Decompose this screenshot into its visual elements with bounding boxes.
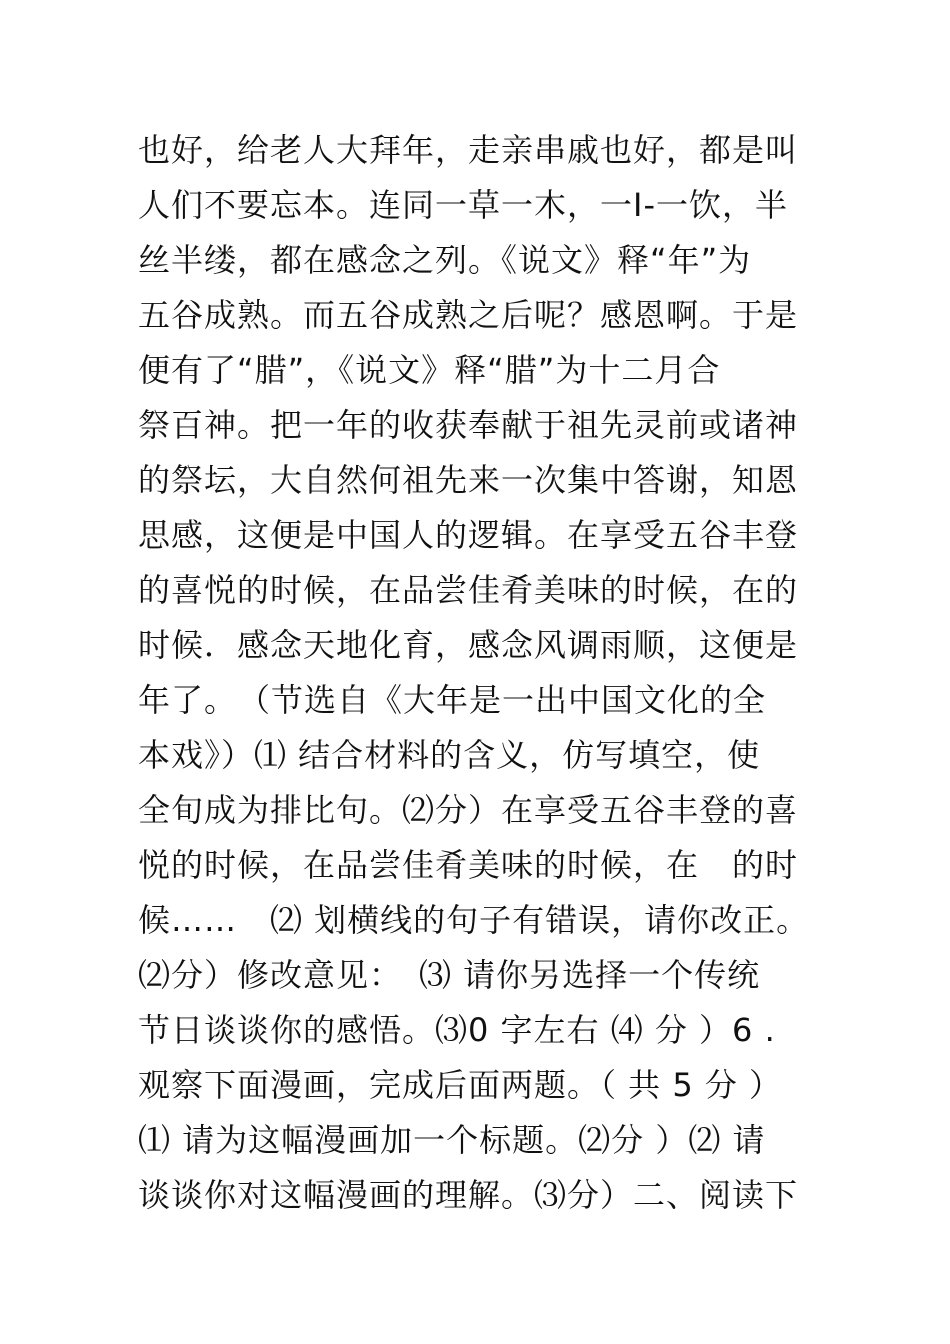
text-line-7: 的祭坛，大自然何祖先来一次集中答谢，知恩	[138, 461, 799, 499]
text-line-3: 丝半缕，都在感念之列。《说文》释“年”为	[138, 241, 752, 279]
text-line-8: 思感，这便是中国人的逻辑。在享受五谷丰登	[138, 516, 799, 554]
text-line-2: 人们不要忘本。连同一草一木，一I-一饮，半	[138, 186, 788, 224]
text-line-18: 观察下面漫画，完成后面两题。（ 共 5 分 ）	[138, 1066, 783, 1104]
text-line-19: ⑴ 请为这幅漫画加一个标题。⑵分 ）⑵ 请	[138, 1121, 766, 1159]
text-line-5: 便有了“腊”，《说文》释“腊”为十二月合	[138, 351, 721, 389]
text-line-4: 五谷成熟。而五谷成熟之后呢？感恩啊。于是	[138, 296, 799, 334]
text-line-10: 时候．感念天地化育，感念风调雨顺，这便是	[138, 626, 799, 664]
text-line-6: 祭百神。把一年的收获奉献于祖先灵前或诸神	[138, 406, 799, 444]
text-line-13: 全旬成为排比句。⑵分）在享受五谷丰登的喜	[138, 791, 799, 829]
text-line-12: 本戏》）⑴ 结合材料的含义，仿写填空，使	[138, 736, 761, 774]
text-line-9: 的喜悦的时候，在品尝佳肴美味的时候，在的	[138, 571, 799, 609]
text-line-17: 节日谈谈你的感悟。⑶0 字左右 ⑷ 分 ）6 .	[138, 1011, 776, 1049]
text-line-1: 也好，给老人大拜年，走亲串戚也好，都是叫	[138, 131, 799, 169]
text-line-11: 年了。 （节选自《大年是一出中国文化的全	[138, 681, 767, 719]
text-line-20: 谈谈你对这幅漫画的理解。⑶分）二、阅读下	[138, 1176, 799, 1214]
text-line-15: 候…… ⑵ 划横线的句子有错误，请你改正。	[138, 901, 810, 939]
text-line-14: 悦的时候，在品尝佳肴美味的时候，在 的时	[138, 846, 799, 884]
text-line-16: ⑵分）修改意见： ⑶ 请你另选择一个传统	[138, 956, 761, 994]
